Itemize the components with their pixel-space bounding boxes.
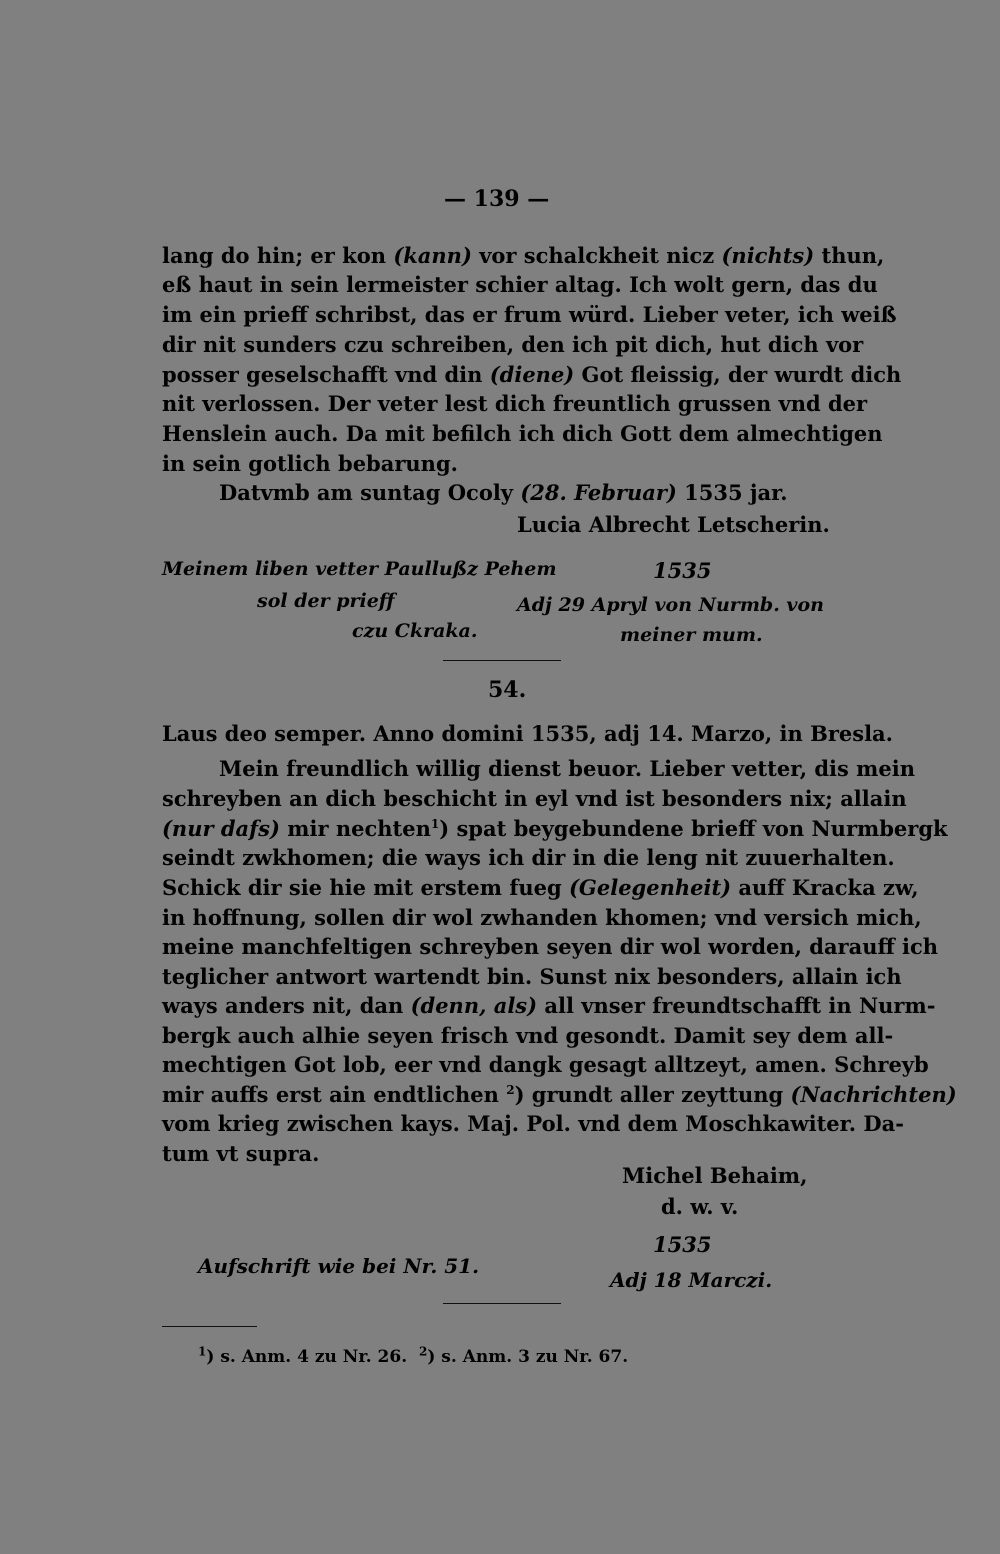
- letter54-line-8: meine manchfeltigen schreyben seyen dir wol worden, darauff ich: [162, 934, 939, 959]
- letter53-note-line-1: Adj 29 Apryl von Nurmb. von: [517, 594, 824, 616]
- letter54-line-5: seindt zwkhomen; die ways ich dir in die leng nit zuuerhalten.: [162, 845, 895, 870]
- letter53-line-1: lang do hin; er kon (kann) vor schalckheit nicz (nichts) thun,: [162, 243, 885, 268]
- footnote-1-marker: 1: [198, 1344, 207, 1359]
- letter54-line-12: mechtigen Got lob, eer vnd dangk gesagt alltzeyt, amen. Schreyb: [162, 1052, 929, 1077]
- section-divider: [443, 660, 561, 661]
- letter54-line-10: ways anders nit, dan (denn, als) all vnser freundtschafft in Nurm-: [162, 993, 936, 1018]
- letter53-line-6: nit verlossen. Der veter lest dich freuntlich grussen vnd der: [162, 391, 868, 416]
- letter54-note-year: 1535: [653, 1232, 712, 1257]
- letter54-line-14: vom krieg zwischen kays. Maj. Pol. vnd dem Moschkawiter. Da-: [162, 1111, 904, 1136]
- letter54-line-11: bergk auch alhie seyen frisch vnd gesondt. Damit sey dem all-: [162, 1023, 894, 1048]
- letter53-note-year: 1535: [653, 558, 712, 583]
- letter54-line-15: tum vt supra.: [162, 1141, 320, 1166]
- footnote-rule: [162, 1326, 257, 1327]
- letter53-dateline: Datvmb am suntag Ocoly (28. Februar) 1535 jar.: [219, 480, 788, 505]
- letter53-line-8: in sein gotlich bebarung.: [162, 451, 458, 476]
- page-number: — 139 —: [444, 186, 550, 212]
- letter54-address: Aufschrift wie bei Nr. 51.: [198, 1254, 480, 1278]
- letter54-line-2: Mein freundlich willig dienst beuor. Lieber vetter, dis mein: [219, 756, 915, 781]
- letter54-line-6: Schick dir sie hie mit erstem fueg (Gelegenheit) auff Kracka zw,: [162, 875, 919, 900]
- section-divider-end: [443, 1303, 561, 1304]
- letter54-signature-abbr: d. w. v.: [661, 1194, 739, 1219]
- letter53-line-4: dir nit sunders czu schreiben, den ich pit dich, hut dich vor: [162, 332, 864, 357]
- letter53-line-5: posser geselschafft vnd din (diene) Got fleissig, der wurdt dich: [162, 362, 902, 387]
- letter54-line-9: teglicher antwort wartendt bin. Sunst nix besonders, allain ich: [162, 964, 902, 989]
- letter53-address-line-3: czu Ckraka.: [352, 620, 478, 642]
- letter54-line-4: (nur dafs) mir nechten$^1$) spat beygebundene brieff von Nurmbergk: [162, 816, 948, 841]
- footnote-2-marker: 2: [418, 1344, 428, 1359]
- letter54-line-1: Laus deo semper. Anno domini 1535, adj 14. Marzo, in Bresla.: [162, 721, 893, 746]
- footnotes: [198, 1344, 629, 1367]
- letter54-signature-name: Michel Behaim,: [622, 1163, 808, 1188]
- letter54-line-13: mir auffs erst ain endtlichen $^2$) grundt aller zeyttung (Nachrichten): [162, 1082, 957, 1107]
- footnote-1: ) s. Anm. 4 zu Nr. 26.: [206, 1347, 408, 1367]
- letter54-note-line: Adj 18 Marczi.: [610, 1268, 773, 1292]
- letter54-line-3: schreyben an dich beschicht in eyl vnd ist besonders nix; allain: [162, 786, 907, 811]
- letter53-address-line-1: Meinem liben vetter Paullußz Pehem: [162, 558, 557, 580]
- letter54-line-7: in hoffnung, sollen dir wol zwhanden khomen; vnd versich mich,: [162, 905, 922, 930]
- letter54-number: 54.: [488, 677, 527, 703]
- letter53-line-2: eß haut in sein lermeister schier altag. Ich wolt gern, das du: [162, 272, 878, 297]
- letter53-signature: Lucia Albrecht Letscherin.: [517, 512, 830, 537]
- letter53-address-line-2: sol der prieff: [257, 590, 395, 612]
- letter53-line-3: im ein prieff schribst, das er frum würd. Lieber veter, ich weiß: [162, 302, 897, 327]
- letter53-note-line-2: meiner mum.: [620, 624, 763, 646]
- letter53-line-7: Henslein auch. Da mit befilch ich dich Gott dem almechtigen: [162, 421, 883, 446]
- footnote-2: ) s. Anm. 3 zu Nr. 67.: [427, 1347, 629, 1367]
